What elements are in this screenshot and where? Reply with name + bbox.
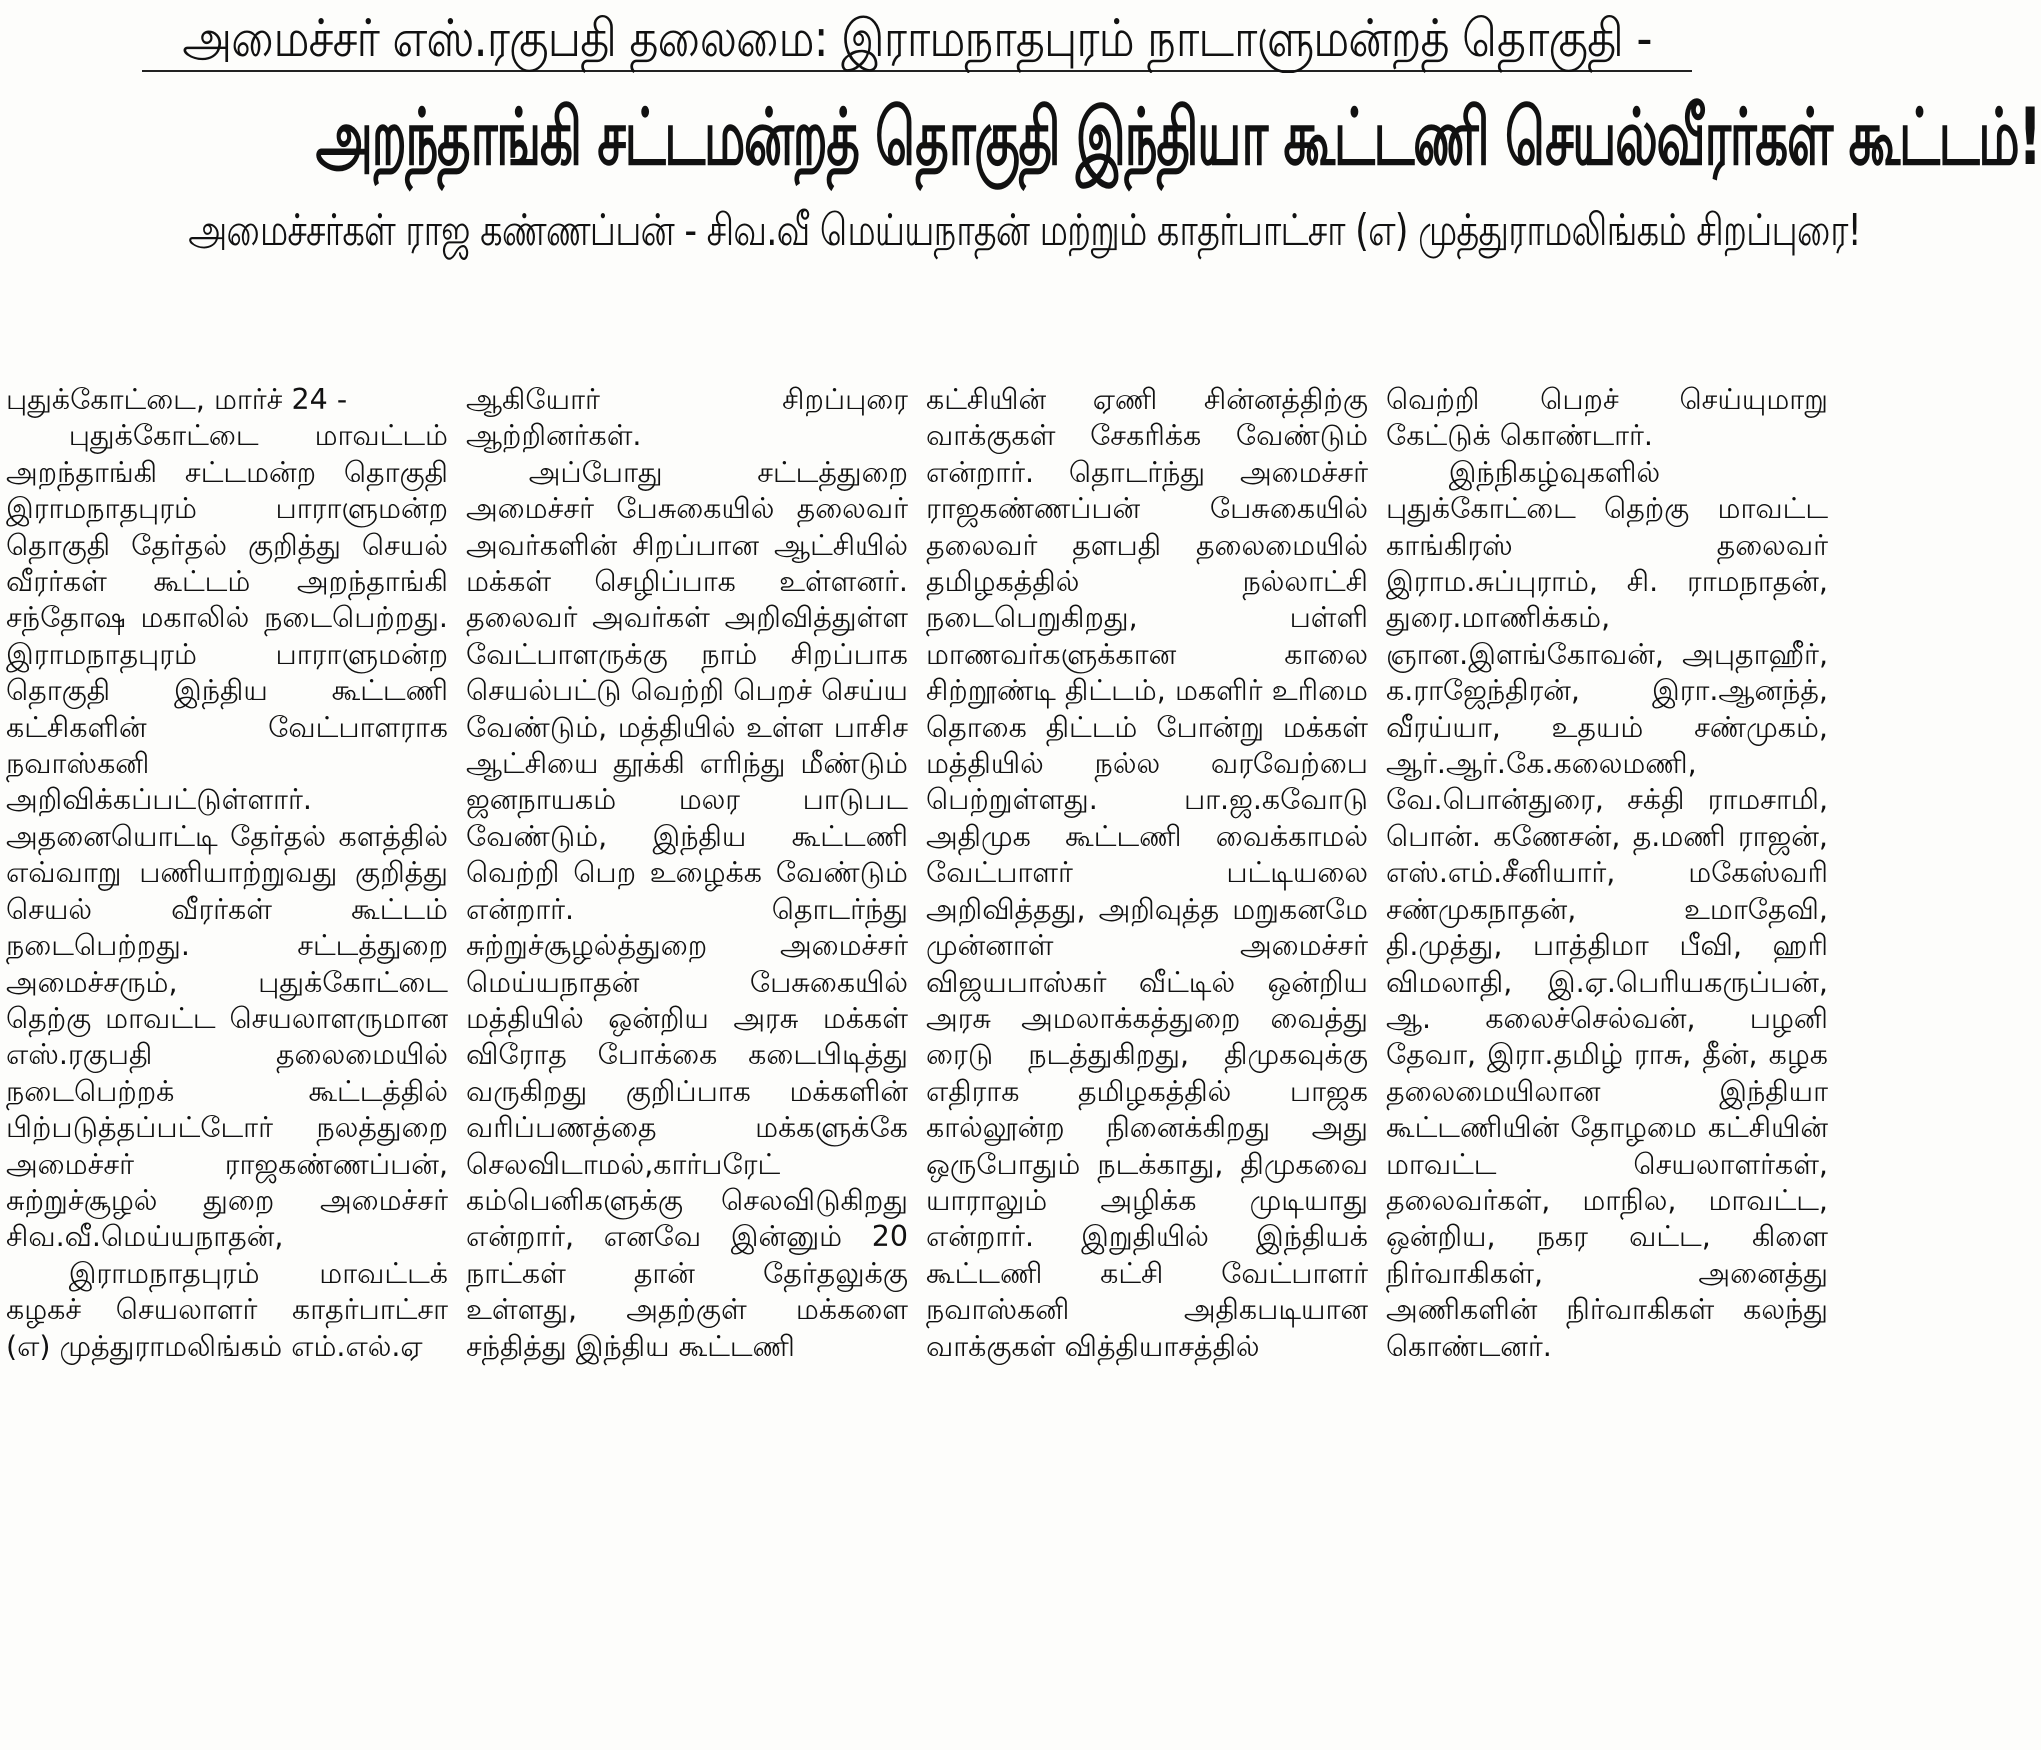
column-1 xyxy=(6,382,448,1750)
article-body xyxy=(6,382,1828,1750)
dateline: புதுக்கோட்டை, மார்ச் 24 - xyxy=(6,383,348,416)
column-2 xyxy=(466,382,908,1750)
column-4 xyxy=(1386,382,1828,1750)
headline: அறந்தாங்கி சட்டமன்றத் தொகுதி இந்தியா கூட்டணி செயல்வீரர்கள் கூட்டம்! xyxy=(315,93,2041,183)
paragraph: அப்போது சட்டத்துறை அமைச்சர் பேசுகையில் தலைவர் அவர்களின் சிறப்பான ஆட்சியில் மக்கள் செழிப்பாக உள்ளனர். தலைவர் அவர்கள் அறிவித்துள்ள வேட்பாளருக்கு நாம் சிறப்பாக செயல்பட்டு வெற்றி பெறச் செய்ய வேண்டும், மத்தியில் உள்ள பாசிச ஆட்சியை தூக்கி எரிந்து மீண்டும் ஜனநாயகம் மலர பாடுபட வேண்டும், இந்திய கூட்டணி வெற்றி பெற உழைக்க வேண்டும் என்றார். தொடர்ந்து சுற்றுச்சூழல்த்துறை அமைச்சர் மெய்யநாதன் பேசுகையில் மத்தியில் ஒன்றிய அரசு மக்கள் விரோத போக்கை கடைபிடித்து வருகிறது குறிப்பாக மக்களின் வரிப்பணத்தை மக்களுக்கே செலவிடாமல்,கார்பரேட் கம்பெனிகளுக்கு செலவிடுகிறது என்றார், எனவே இன்னும் 20 நாட்கள் தான் தேர்தலுக்கு உள்ளது, அதற்குள் மக்களை சந்தித்து இந்திய கூட்டணி xyxy=(466,455,908,1363)
paragraph-continued: ஆகியோர் சிறப்புரை ஆற்றினர்கள். xyxy=(466,383,908,453)
kicker-line: அமைச்சர் எஸ்.ரகுபதி தலைமை: இராமநாதபுரம் நாடாளுமன்றத் தொகுதி - xyxy=(182,9,1652,69)
paragraph-continued: கட்சியின் ஏணி சின்னத்திற்கு வாக்குகள் சேகரிக்க வேண்டும் என்றார். தொடர்ந்து அமைச்சர் ராஜகண்ணப்பன் பேசுகையில் தலைவர் தளபதி தலைமையில் தமிழகத்தில் நல்லாட்சி நடைபெறுகிறது, பள்ளி மாணவர்களுக்கான காலை சிற்றூண்டி திட்டம், மகளிர் உரிமை தொகை திட்டம் போன்று மக்கள் மத்தியில் நல்ல வரவேற்பை பெற்றுள்ளது. பா.ஜ.கவோடு அதிமுக கூட்டணி வைக்காமல் வேட்பாளர் பட்டியலை அறிவித்தது, அறிவுத்த மறுகனமே முன்னாள் அமைச்சர் விஜயபாஸ்கர் வீட்டில் ஒன்றிய அரசு அமலாக்கத்துறை வைத்து ரைடு நடத்துகிறது, திமுகவுக்கு எதிராக தமிழகத்தில் பாஜக கால்லூன்ற நினைக்கிறது அது ஒருபோதும் நடக்காது, திமுகவை யாராலும் அழிக்க முடியாது என்றார். இறுதியில் இந்தியக் கூட்டணி கட்சி வேட்பாளர் நவாஸ்கனி அதிகபடியான வாக்குகள் வித்தியாசத்தில் xyxy=(926,383,1368,1363)
column-3 xyxy=(926,382,1368,1750)
paragraph: இந்நிகழ்வுகளில் புதுக்கோட்டை தெற்கு மாவட்ட காங்கிரஸ் தலைவர் இராம.சுப்புராம், சி. ராமநாதன், துரை.மாணிக்கம், ஞான.இளங்கோவன், அபுதாஹீர், க.ராஜேந்திரன், இரா.ஆனந்த், வீரய்யா, உதயம் சண்முகம், ஆர்.ஆர்.கே.கலைமணி, வே.பொன்துரை, சக்தி ராமசாமி, பொன். கணேசன், த.மணி ராஜன், எஸ்.எம்.சீனியார், மகேஸ்வரி சண்முகநாதன், உமாதேவி, தி.முத்து, பாத்திமா பீவி, ஹரி விமலாதி, இ.ஏ.பெரியகருப்பன், ஆ. கலைச்செல்வன், பழனி தேவா, இரா.தமிழ் ராசு, தீன், கழக தலைமையிலான இந்தியா கூட்டணியின் தோழமை கட்சியின் மாவட்ட செயலாளர்கள், தலைவர்கள், மாநில, மாவட்ட, ஒன்றிய, நகர வட்ட, கிளை நிர்வாகிகள், அனைத்து அணிகளின் நிர்வாகிகள் கலந்து கொண்டனர். xyxy=(1386,455,1828,1363)
kicker-underline xyxy=(142,70,1692,72)
paragraph: இராமநாதபுரம் மாவட்டக் கழகச் செயலாளர் காதர்பாட்சா (எ) முத்துராமலிங்கம் எம்.எல்.ஏ xyxy=(6,1256,448,1363)
paragraph-continued: வெற்றி பெறச் செய்யுமாறு கேட்டுக் கொண்டார். xyxy=(1386,383,1828,453)
paragraph: புதுக்கோட்டை மாவட்டம் அறந்தாங்கி சட்டமன்ற தொகுதி இராமநாதபுரம் பாராளுமன்ற தொகுதி தேர்தல் குறித்து செயல் வீரர்கள் கூட்டம் அறந்தாங்கி சந்தோஷ மகாலில் நடைபெற்றது. இராமநாதபுரம் பாராளுமன்ற தொகுதி இந்திய கூட்டணி கட்சிகளின் வேட்பாளராக நவாஸ்கனி அறிவிக்கப்பட்டுள்ளார். அதனையொட்டி தேர்தல் களத்தில் எவ்வாறு பணியாற்றுவது குறித்து செயல் வீரர்கள் கூட்டம் நடைபெற்றது. சட்டத்துறை அமைச்சரும், புதுக்கோட்டை தெற்கு மாவட்ட செயலாளருமான எஸ்.ரகுபதி தலைமையில் நடைபெற்றக் கூட்டத்தில் பிற்படுத்தப்பட்டோர் நலத்துறை அமைச்சர் ராஜகண்ணப்பன், சுற்றுச்சூழல் துறை அமைச்சர் சிவ.வீ.மெய்யநாதன், xyxy=(6,419,448,1254)
subheadline: அமைச்சர்கள் ராஜ கண்ணப்பன் - சிவ.வீ மெய்யநாதன் மற்றும் காதர்பாட்சா (எ) முத்துராமலிங்கம் சிறப்புரை! xyxy=(188,205,1861,256)
